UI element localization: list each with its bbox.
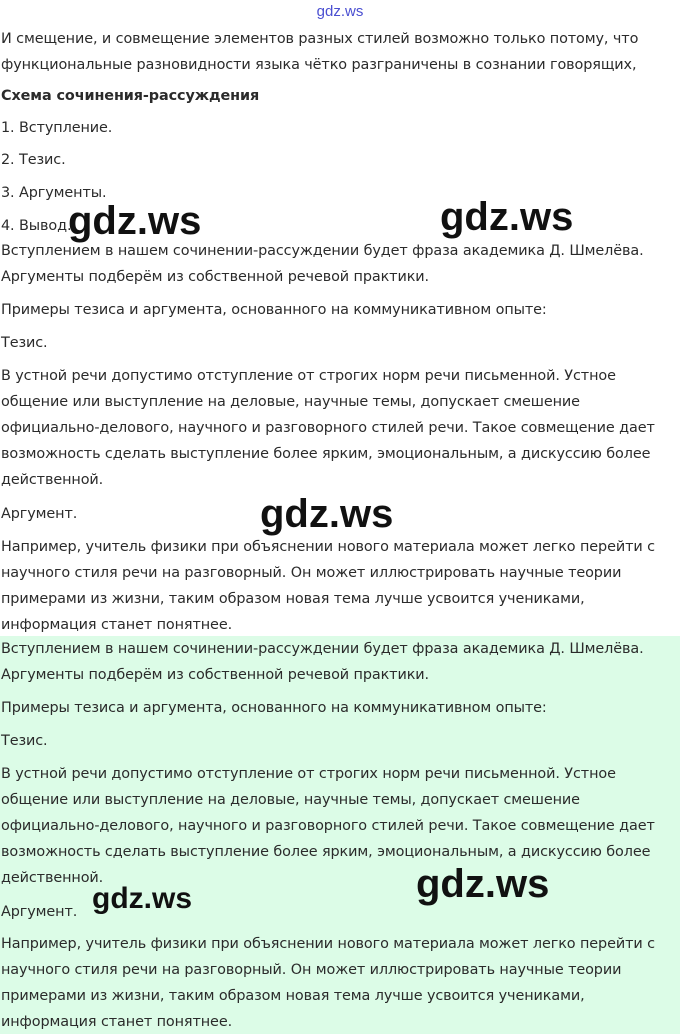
thesis-line: возможность сделать выступление более ярким, эмоциональным, а дискуссию более <box>1 446 651 462</box>
intro-line: Аргументы подберём из собственной речевой практики. <box>1 269 430 285</box>
intro-line: Аргументы подберём из собственной речевой практики. <box>1 667 430 683</box>
argument-line: примерами из жизни, таким образом новая тема лучше усвоится учениками, <box>1 591 585 607</box>
argument-line: Например, учитель физики при объяснении нового материала может легко перейти с <box>1 539 655 555</box>
thesis-line: общение или выступление на деловые, научные темы, допускает смешение <box>1 394 580 410</box>
argument-line: научного стиля речи на разговорный. Он может иллюстрировать научные теории <box>1 962 622 978</box>
plan-item: 3. Аргументы. <box>1 185 107 201</box>
site-header-link[interactable]: gdz.ws <box>316 3 364 20</box>
argument-label: Аргумент. <box>1 506 78 522</box>
watermark-logo: gdz.ws <box>68 199 202 243</box>
argument-line: информация станет понятнее. <box>1 1014 233 1030</box>
paragraph-line: И смещение, и совмещение элементов разных стилей возможно только потому, что <box>1 31 639 47</box>
section-heading: Схема сочинения-рассуждения <box>1 88 260 104</box>
examples-label: Примеры тезиса и аргумента, основанного на коммуникативном опыте: <box>1 700 547 716</box>
thesis-line: В устной речи допустимо отступление от строгих норм речи письменной. Устное <box>1 766 616 782</box>
argument-line: информация станет понятнее. <box>1 617 233 633</box>
thesis-line: В устной речи допустимо отступление от строгих норм речи письменной. Устное <box>1 368 616 384</box>
thesis-label: Тезис. <box>1 335 48 351</box>
argument-line: примерами из жизни, таким образом новая тема лучше усвоится учениками, <box>1 988 585 1004</box>
watermark-logo: gdz.ws <box>416 862 550 906</box>
thesis-line: возможность сделать выступление более ярким, эмоциональным, а дискуссию более <box>1 844 651 860</box>
thesis-line: официально-делового, научного и разговорного стилей речи. Такое совмещение дает <box>1 420 655 436</box>
paragraph-line: функциональные разновидности языка чётко разграничены в сознании говорящих, <box>1 57 637 73</box>
plan-item: 4. Вывод. <box>1 218 72 234</box>
plan-item: 2. Тезис. <box>1 152 66 168</box>
watermark-logo: gdz.ws <box>440 195 574 239</box>
thesis-label: Тезис. <box>1 733 48 749</box>
watermark-logo: gdz.ws <box>260 492 394 536</box>
argument-label: Аргумент. <box>1 904 78 920</box>
thesis-line: действенной. <box>1 870 104 886</box>
plan-item: 1. Вступление. <box>1 120 113 136</box>
thesis-line: общение или выступление на деловые, научные темы, допускает смешение <box>1 792 580 808</box>
watermark-logo: gdz.ws <box>92 882 193 915</box>
examples-label: Примеры тезиса и аргумента, основанного на коммуникативном опыте: <box>1 302 547 318</box>
thesis-line: действенной. <box>1 472 104 488</box>
intro-line: Вступлением в нашем сочинении-рассуждении будет фраза академика Д. Шмелёва. <box>1 641 644 657</box>
intro-line: Вступлением в нашем сочинении-рассуждении будет фраза академика Д. Шмелёва. <box>1 243 644 259</box>
thesis-line: официально-делового, научного и разговорного стилей речи. Такое совмещение дает <box>1 818 655 834</box>
argument-line: научного стиля речи на разговорный. Он может иллюстрировать научные теории <box>1 565 622 581</box>
argument-line: Например, учитель физики при объяснении нового материала может легко перейти с <box>1 936 655 952</box>
